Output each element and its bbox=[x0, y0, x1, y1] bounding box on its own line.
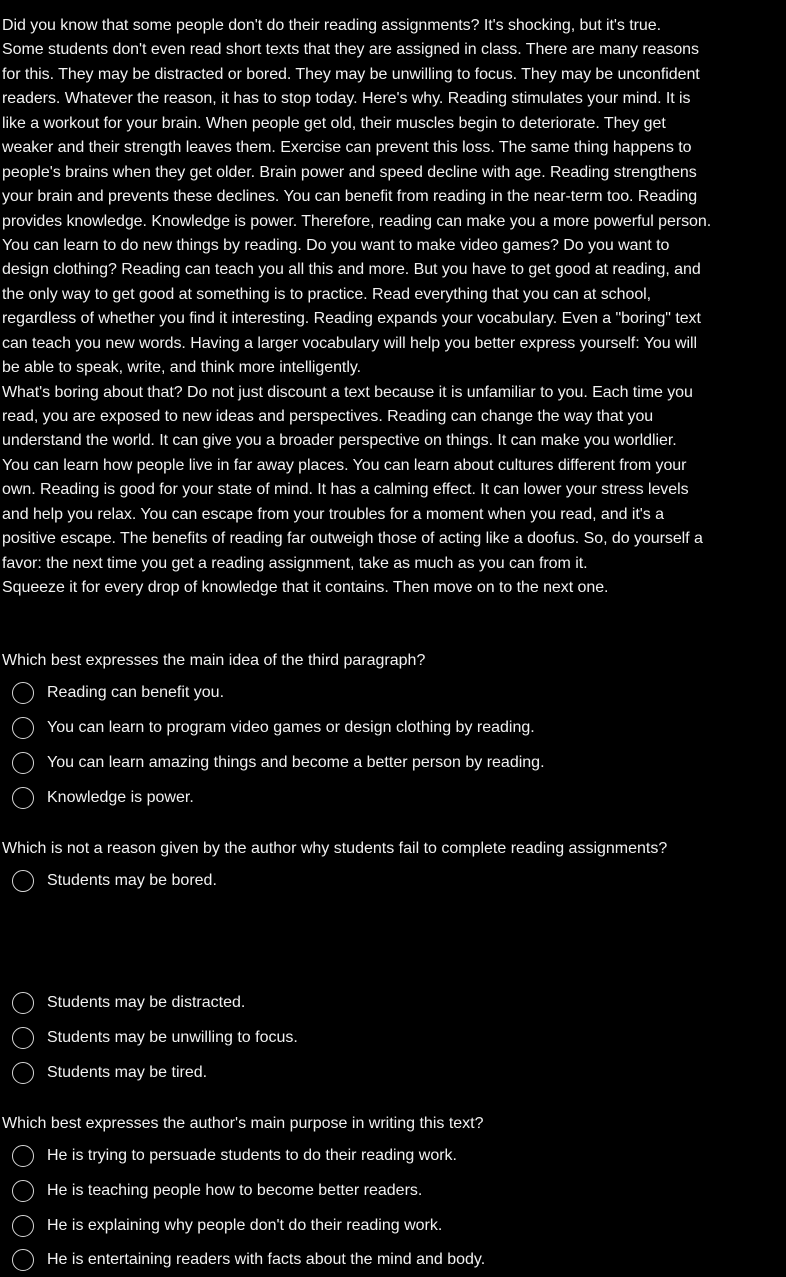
passage-line: Some students don't even read short texts that they are assigned in class. There are many reasons bbox=[2, 41, 699, 59]
radio-button[interactable] bbox=[12, 682, 34, 704]
q1-option-a[interactable] bbox=[12, 680, 224, 706]
option-label[interactable]: He is entertaining readers with facts about the mind and body. bbox=[47, 1251, 486, 1268]
radio-button[interactable] bbox=[12, 1062, 34, 1084]
passage-line: regardless of whether you find it interesting. Reading expands your vocabulary. Even a "boring" text bbox=[2, 310, 701, 328]
radio-button[interactable] bbox=[12, 1215, 34, 1237]
q3-option-a[interactable] bbox=[12, 1143, 457, 1169]
q1-option-b[interactable] bbox=[12, 715, 535, 741]
radio-button[interactable] bbox=[12, 752, 34, 774]
radio-button[interactable] bbox=[12, 1180, 34, 1202]
passage-line: can teach you new words. Having a larger vocabulary will help you better express yourself: You will bbox=[2, 334, 697, 352]
option-label[interactable]: Students may be distracted. bbox=[47, 994, 246, 1011]
question-3 bbox=[2, 1113, 484, 1135]
passage-line: the only way to get good at something is to practice. Read everything that you can at school, bbox=[2, 285, 652, 303]
passage-line: What's boring about that? Do not just discount a text because it is unfamiliar to you. Each time you bbox=[2, 383, 693, 401]
question-prompt: Which best expresses the main idea of the third paragraph? bbox=[2, 652, 426, 669]
q2-option-b[interactable] bbox=[12, 990, 245, 1016]
passage-line: positive escape. The benefits of reading far outweigh those of acting like a doofus. So, do yourself a bbox=[2, 530, 703, 548]
option-label[interactable]: Reading can benefit you. bbox=[47, 684, 225, 701]
passage-line: provides knowledge. Knowledge is power. Therefore, reading can make you a more powerful person. bbox=[2, 212, 712, 230]
passage-line: Squeeze it for every drop of knowledge that it contains. Then move on to the next one. bbox=[2, 579, 609, 597]
radio-button[interactable] bbox=[12, 717, 34, 739]
reading-passage bbox=[2, 14, 782, 601]
radio-button[interactable] bbox=[12, 870, 34, 892]
passage-line: for this. They may be distracted or bored. They may be unwilling to focus. They may be unconfident bbox=[2, 65, 700, 83]
passage-line: own. Reading is good for your state of mind. It has a calming effect. It can lower your stress levels bbox=[2, 481, 689, 499]
q3-option-c[interactable] bbox=[12, 1213, 442, 1239]
option-label[interactable]: Knowledge is power. bbox=[47, 789, 194, 806]
question-prompt: Which best expresses the author's main purpose in writing this text? bbox=[2, 1115, 484, 1132]
passage-line: your brain and prevents these declines. You can benefit from reading in the near-term too. Reading bbox=[2, 188, 698, 206]
option-label[interactable]: You can learn amazing things and become a better person by reading. bbox=[47, 754, 545, 771]
passage-line: understand the world. It can give you a broader perspective on things. It can make you worldlier. bbox=[2, 432, 677, 450]
passage-line: readers. Whatever the reason, it has to stop today. Here's why. Reading stimulates your mind. It is bbox=[2, 90, 691, 108]
passage-line: read, you are exposed to new ideas and perspectives. Reading can change the way that you bbox=[2, 408, 654, 425]
passage-line: like a workout for your brain. When people get old, their muscles begin to deteriorate. They get bbox=[2, 114, 666, 132]
q1-option-c[interactable] bbox=[12, 750, 545, 776]
radio-button[interactable] bbox=[12, 992, 34, 1014]
radio-button[interactable] bbox=[12, 1145, 34, 1167]
passage-line: and help you relax. You can escape from your troubles for a moment when you read, and it's a bbox=[2, 505, 664, 523]
option-label[interactable]: Students may be unwilling to focus. bbox=[47, 1029, 298, 1046]
q2-option-a[interactable] bbox=[12, 868, 217, 894]
radio-button[interactable] bbox=[12, 787, 34, 809]
q3-option-d[interactable] bbox=[12, 1247, 485, 1273]
passage-line: design clothing? Reading can teach you all this and more. But you have to get good at reading, and bbox=[2, 261, 701, 279]
question-1 bbox=[2, 650, 425, 672]
passage-line: be able to speak, write, and think more intelligently. bbox=[2, 359, 361, 377]
passage-line: favor: the next time you get a reading assignment, take as much as you can from it. bbox=[2, 554, 588, 572]
q2-option-d[interactable] bbox=[12, 1060, 207, 1086]
question-2 bbox=[2, 838, 667, 860]
option-label[interactable]: He is teaching people how to become better readers. bbox=[47, 1182, 423, 1199]
option-label[interactable]: He is explaining why people don't do their reading work. bbox=[47, 1217, 443, 1234]
option-label[interactable]: Students may be bored. bbox=[47, 872, 217, 889]
passage-line: people's brains when they get older. Brain power and speed decline with age. Reading strengthens bbox=[2, 163, 697, 181]
passage-line: Did you know that some people don't do their reading assignments? It's shocking, but it's true. bbox=[2, 17, 662, 34]
option-label[interactable]: Students may be tired. bbox=[47, 1064, 208, 1081]
passage-line: You can learn to do new things by reading. Do you want to make video games? Do you want to bbox=[2, 236, 670, 254]
question-prompt: Which is not a reason given by the author why students fail to complete reading assignments? bbox=[2, 840, 668, 857]
passage-line: You can learn how people live in far away places. You can learn about cultures different from your bbox=[2, 456, 687, 474]
q1-option-d[interactable] bbox=[12, 785, 194, 811]
option-label[interactable]: You can learn to program video games or design clothing by reading. bbox=[47, 719, 535, 736]
radio-button[interactable] bbox=[12, 1249, 34, 1271]
q3-option-b[interactable] bbox=[12, 1178, 422, 1204]
radio-button[interactable] bbox=[12, 1027, 34, 1049]
passage-line: weaker and their strength leaves them. Exercise can prevent this loss. The same thing happens to bbox=[2, 139, 692, 157]
q2-option-c[interactable] bbox=[12, 1025, 298, 1051]
option-label[interactable]: He is trying to persuade students to do their reading work. bbox=[47, 1147, 457, 1164]
